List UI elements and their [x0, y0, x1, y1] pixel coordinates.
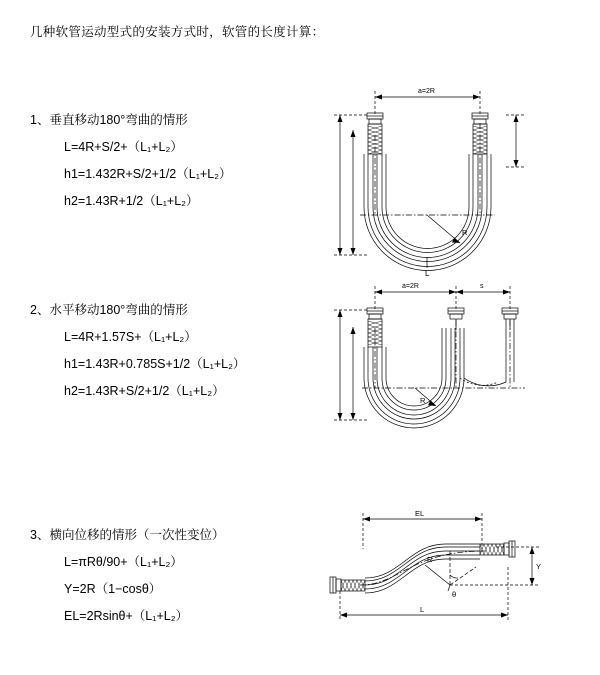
lateral-offset-diagram — [300, 507, 560, 632]
section-horizontal-180 — [30, 283, 570, 460]
formula-line: h1=1.43R+0.785S+1/2（L₁+L₂） — [64, 357, 246, 371]
svg-text:L: L — [420, 605, 425, 614]
formula-line: L=4R+1.57S+（L₁+L₂） — [64, 330, 197, 344]
svg-text:R: R — [420, 396, 426, 405]
formula-line: L=πRθ/90+（L₁+L₂） — [64, 555, 183, 569]
section-text-block — [30, 525, 310, 633]
formula-line: h2=1.43R+S/2+1/2（L₁+L₂） — [64, 384, 225, 398]
svg-text:a=2R: a=2R — [418, 88, 435, 95]
formula-line: h2=1.43R+1/2（L₁+L₂） — [64, 194, 199, 208]
svg-text:EL: EL — [415, 509, 425, 518]
svg-text:L: L — [425, 269, 430, 278]
horizontal-180-bend-diagram — [320, 270, 560, 450]
section-vertical-180 — [30, 88, 570, 278]
vertical-180-bend-diagram — [320, 75, 560, 290]
svg-text:θ: θ — [452, 590, 457, 599]
section-text-block — [30, 300, 310, 408]
formula-line: h1=1.432R+S/2+1/2（L₁+L₂） — [64, 167, 232, 181]
formula-line: Y=2R（1−cosθ） — [64, 582, 162, 596]
page-title: 几种软管运动型式的安装方式时，软管的长度计算： — [30, 25, 325, 39]
section-lateral-offset — [30, 509, 570, 655]
svg-text:s: s — [480, 283, 484, 290]
formula-line: L=4R+S/2+（L₁+L₂） — [64, 140, 183, 154]
svg-text:a=2R: a=2R — [402, 283, 419, 290]
section-title: 3、横向位移的情形（一次性变位） — [30, 528, 225, 542]
formula-line: EL=2Rsinθ+（L₁+L₂） — [64, 609, 189, 623]
section-title: 2、水平移动180°弯曲的情形 — [30, 303, 188, 317]
section-text-block — [30, 110, 310, 218]
section-title: 1、垂直移动180°弯曲的情形 — [30, 113, 188, 127]
svg-text:Y: Y — [536, 562, 542, 571]
svg-text:R: R — [462, 228, 468, 237]
svg-text:R: R — [427, 555, 433, 564]
